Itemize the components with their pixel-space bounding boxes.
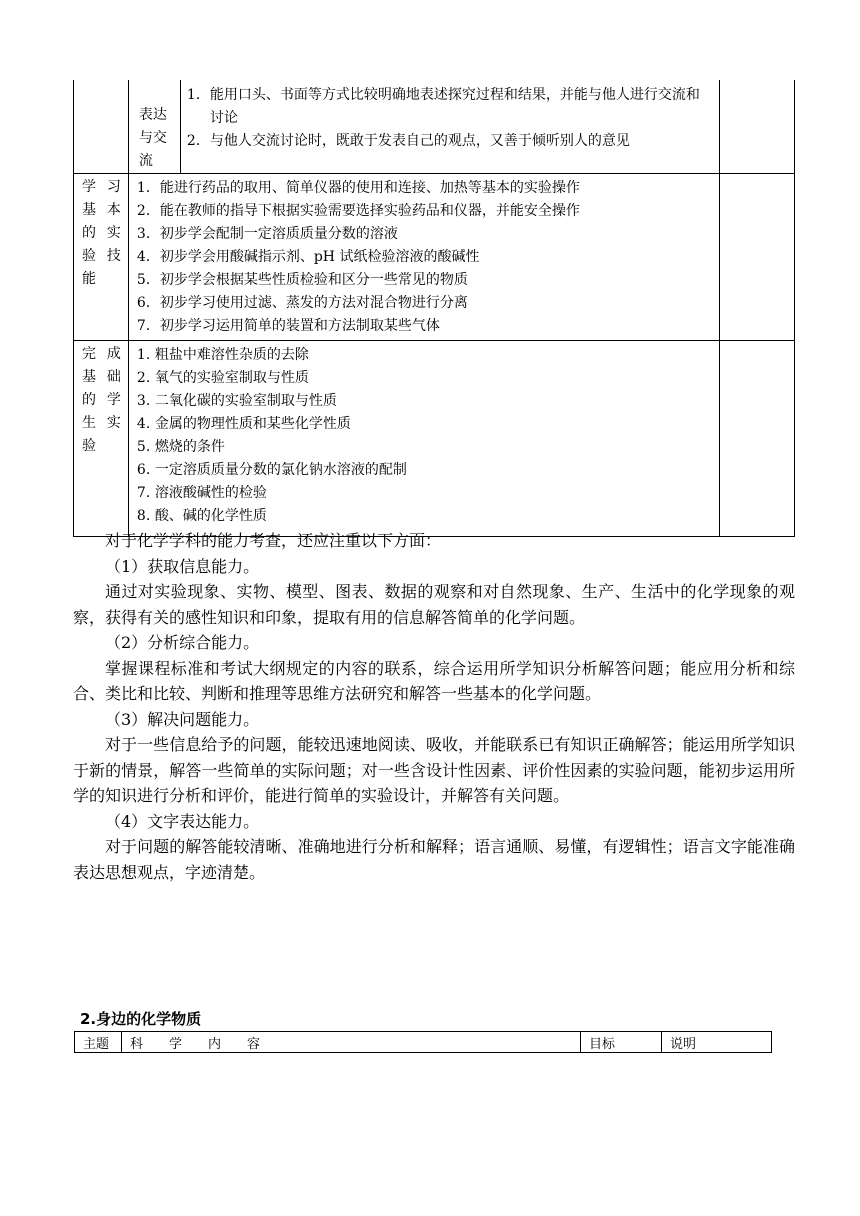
header-goal: 目标 (581, 1032, 662, 1053)
content-cell (128, 80, 719, 174)
section-title: 2.身边的化学物质 (80, 1010, 202, 1028)
table-row (74, 80, 795, 174)
list-item: 3． 初步学会配制一定溶质质量分数的溶液 (136, 226, 398, 242)
paragraph-heading: （3）解决问题能力。 (105, 709, 260, 729)
section2-table-header (74, 1031, 772, 1053)
curriculum-table (73, 80, 795, 537)
table-row (74, 174, 795, 341)
topic-label (74, 80, 128, 82)
list-item: 6. 一定溶质质量分数的氯化钠水溶液的配制 (136, 462, 407, 478)
list-item: 2． 与他人交流讨论时，既敢于发表自己的观点，又善于倾听别人的意见 (186, 133, 630, 149)
paragraph: 通过对实验现象、实物、模型、图表、数据的观察和对自然现象、生产、生活中的化学现象的观察，获得有关的感性知识和印象，提取有用的信息解答简单的化学问题。 (73, 582, 795, 627)
notes-cell (720, 80, 795, 174)
list-item: 2． 能在教师的指导下根据实验需要选择实验药品和仪器，并能安全操作 (136, 203, 580, 219)
list-item: 8. 酸、碱的化学性质 (136, 508, 267, 524)
header-topic: 主题 (75, 1032, 122, 1053)
topic-cell (74, 341, 129, 537)
paragraph-heading: （2）分析综合能力。 (105, 633, 260, 652)
list-item: 5. 燃烧的条件 (136, 439, 225, 455)
body-text (73, 528, 795, 885)
paragraph-heading: （4）文字表达能力。 (105, 811, 260, 831)
header-content: 科 学 内 容 (122, 1032, 581, 1053)
paragraph: 掌握课程标准和考试大纲规定的内容的联系，综合运用所学知识分析解答问题；能应用分析和综合、类比和比较、判断和推理等思维方法研究和解答一些基本的化学问题。 (73, 658, 795, 703)
topic-cell (74, 80, 129, 174)
list-item: 7． 初步学习运用简单的装置和方法制取某些气体 (136, 318, 440, 334)
content-cell (128, 341, 719, 537)
table-row (74, 341, 795, 537)
list-item: 4. 金属的物理性质和某些化学性质 (136, 416, 351, 432)
paragraph: 对于一些信息给予的问题，能较迅速地阅读、吸收，并能联系已有知识正确解答；能运用所学知识于新的情景，解答一些简单的实际问题；对一些含设计性因素、评价性因素的实验问题，能初步运用所学的知识进行分析和评价，能进行简单的实验设计，并解答有关问题。 (73, 735, 795, 805)
content-cell (128, 174, 719, 341)
list-item: 7. 溶液酸碱性的检验 (136, 485, 267, 501)
content-list (181, 80, 719, 173)
content-list (129, 174, 719, 338)
content-list (129, 341, 719, 528)
list-item: 4． 初步学会用酸碱指示剂、pH 试纸检验溶液的酸碱性 (136, 249, 480, 265)
list-item: 5． 初步学会根据某些性质检验和区分一些常见的物质 (136, 272, 468, 288)
list-item: 3. 二氧化碳的实验室制取与性质 (136, 393, 337, 409)
list-item: 6． 初步学习使用过滤、蒸发的方法对混合物进行分离 (136, 295, 468, 311)
paragraph-heading: （1）获取信息能力。 (105, 556, 260, 576)
list-item: 2. 氧气的实验室制取与性质 (136, 370, 309, 386)
paragraph: 对于问题的解答能较清晰、准确地进行分析和解释；语言通顺、易懂，有逻辑性；语言文字能准确表达思想观点，字迹清楚。 (73, 837, 795, 882)
list-item: 1． 能用口头、书面等方式比较明确地表述探究过程和结果，并能与他人进行交流和讨论 (186, 87, 700, 126)
header-notes: 说明 (662, 1032, 772, 1053)
topic-cell (74, 174, 129, 341)
notes-cell (720, 174, 795, 341)
topic-label: 学习基本的实验技能 (82, 179, 121, 287)
paragraph: 对于化学学科的能力考查，还应注重以下方面： (105, 531, 442, 550)
notes-cell (720, 341, 795, 537)
list-item: 1. 粗盐中难溶性杂质的去除 (136, 347, 309, 363)
table-header-row (75, 1032, 772, 1053)
subtopic-label: 表达与交流 (129, 80, 181, 173)
topic-label: 完成基础的学生实验 (82, 346, 121, 454)
list-item: 1． 能进行药品的取用、简单仪器的使用和连接、加热等基本的实验操作 (136, 180, 580, 196)
